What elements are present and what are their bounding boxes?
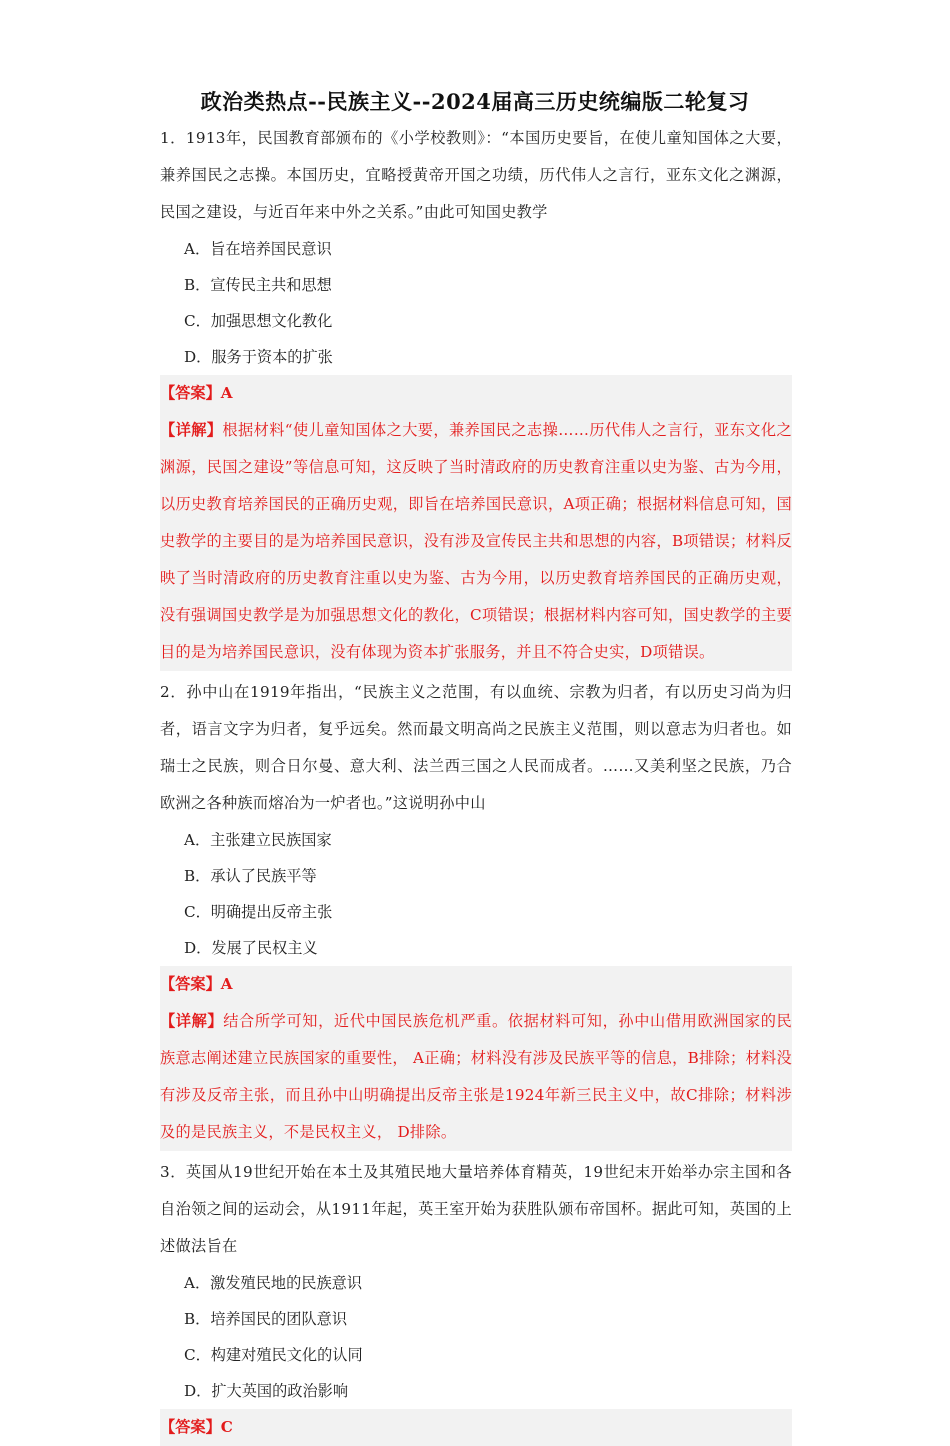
document-content xyxy=(160,120,792,1446)
answer-box xyxy=(160,966,792,1151)
option-c: C．明确提出反帝主张 xyxy=(184,903,333,921)
option-a: A．旨在培养国民意识 xyxy=(184,240,332,258)
answer-box xyxy=(160,375,792,671)
question-stem: 2．孙中山在1919年指出，“民族主义之范围，有以血统、宗教为归者，有以历史习尚为归者，语言文字为归者，复乎远矣。然而最文明高尚之民族主义范围，则以意志为归者也。如瑞士之民族，则合日尔曼、意大利、法兰西三国之人民而成者。……又美利坚之民族，乃合欧洲之各种族而熔冶为一炉者也。”这说明孙中山 xyxy=(160,683,792,812)
question-stem: 1．1913年，民国教育部颁布的《小学校教则》：“本国历史要旨，在使儿童知国体之大要，兼养国民之志操。本国历史，宜略授黄帝开国之功绩，历代伟人之言行，亚东文化之渊源，民国之建设，与近百年来中外之关系。”由此可知国史教学 xyxy=(160,129,792,221)
question-1 xyxy=(160,120,792,671)
answer-label: 【答案】 xyxy=(160,1418,221,1436)
option-c: C．构建对殖民文化的认同 xyxy=(184,1346,363,1364)
answer-value: A xyxy=(220,384,233,402)
option-a: A．主张建立民族国家 xyxy=(184,831,332,849)
question-2 xyxy=(160,674,792,1151)
option-d: D．扩大英国的政治影响 xyxy=(184,1382,349,1400)
option-b: B．宣传民主共和思想 xyxy=(184,276,332,294)
answer-label: 【答案】 xyxy=(160,975,221,993)
option-list xyxy=(160,1265,792,1409)
answer-line xyxy=(160,1409,792,1446)
detail-label: 【详解】 xyxy=(160,1012,224,1030)
option-b: B．培养国民的团队意识 xyxy=(184,1310,348,1328)
option-b: B．承认了民族平等 xyxy=(184,867,317,885)
question-stem: 3．英国从19世纪开始在本土及其殖民地大量培养体育精英，19世纪末开始举办宗主国和各自治领之间的运动会，从1911年起，英王室开始为获胜队颁布帝国杯。据此可知，英国的上述做法旨在 xyxy=(160,1163,792,1255)
detail-text xyxy=(160,412,792,671)
detail-label: 【详解】 xyxy=(160,421,223,439)
option-d: D．服务于资本的扩张 xyxy=(184,348,333,366)
answer-box xyxy=(160,1409,792,1446)
detail-text xyxy=(160,1003,792,1151)
answer-line xyxy=(160,966,792,1003)
option-a: A．激发殖民地的民族意识 xyxy=(184,1274,363,1292)
option-d: D．发展了民权主义 xyxy=(184,939,318,957)
option-c: C．加强思想文化教化 xyxy=(184,312,333,330)
detail-body: 结合所学可知，近代中国民族危机严重。依据材料可知，孙中山借用欧洲国家的民族意志阐述建立民族国家的重要性， A正确；材料没有涉及民族平等的信息，B排除；材料没有涉及反帝主张，而且孙中山明确提出反帝主张是1924年新三民主义中，故C排除；材料涉及的是民族主义，不是民权主义， D排除。 xyxy=(160,1012,792,1141)
answer-line xyxy=(160,375,792,412)
question-3 xyxy=(160,1154,792,1446)
answer-value: C xyxy=(220,1418,233,1436)
detail-body: 根据材料“使儿童知国体之大要，兼养国民之志操……历代伟人之言行，亚东文化之渊源，民国之建设”等信息可知，这反映了当时清政府的历史教育注重以史为鉴、古为今用，以历史教育培养国民的正确历史观，即旨在培养国民意识，A项正确；根据材料信息可知，国史教学的主要目的是为培养国民意识，没有涉及宣传民主共和思想的内容，B项错误；材料反映了当时清政府的历史教育注重以史为鉴、古为今用，以历史教育培养国民的正确历史观，没有强调国史教学是为加强思想文化的教化，C项错误；根据材料内容可知，国史教学的主要目的是为培养国民意识，没有体现为资本扩张服务，并且不符合史实，D项错误。 xyxy=(160,421,792,661)
answer-value: A xyxy=(220,975,233,993)
option-list xyxy=(160,231,792,375)
option-list xyxy=(160,822,792,966)
document-title: 政治类热点--民族主义--2024届高三历史统编版二轮复习 xyxy=(200,89,750,114)
answer-label: 【答案】 xyxy=(160,384,221,402)
